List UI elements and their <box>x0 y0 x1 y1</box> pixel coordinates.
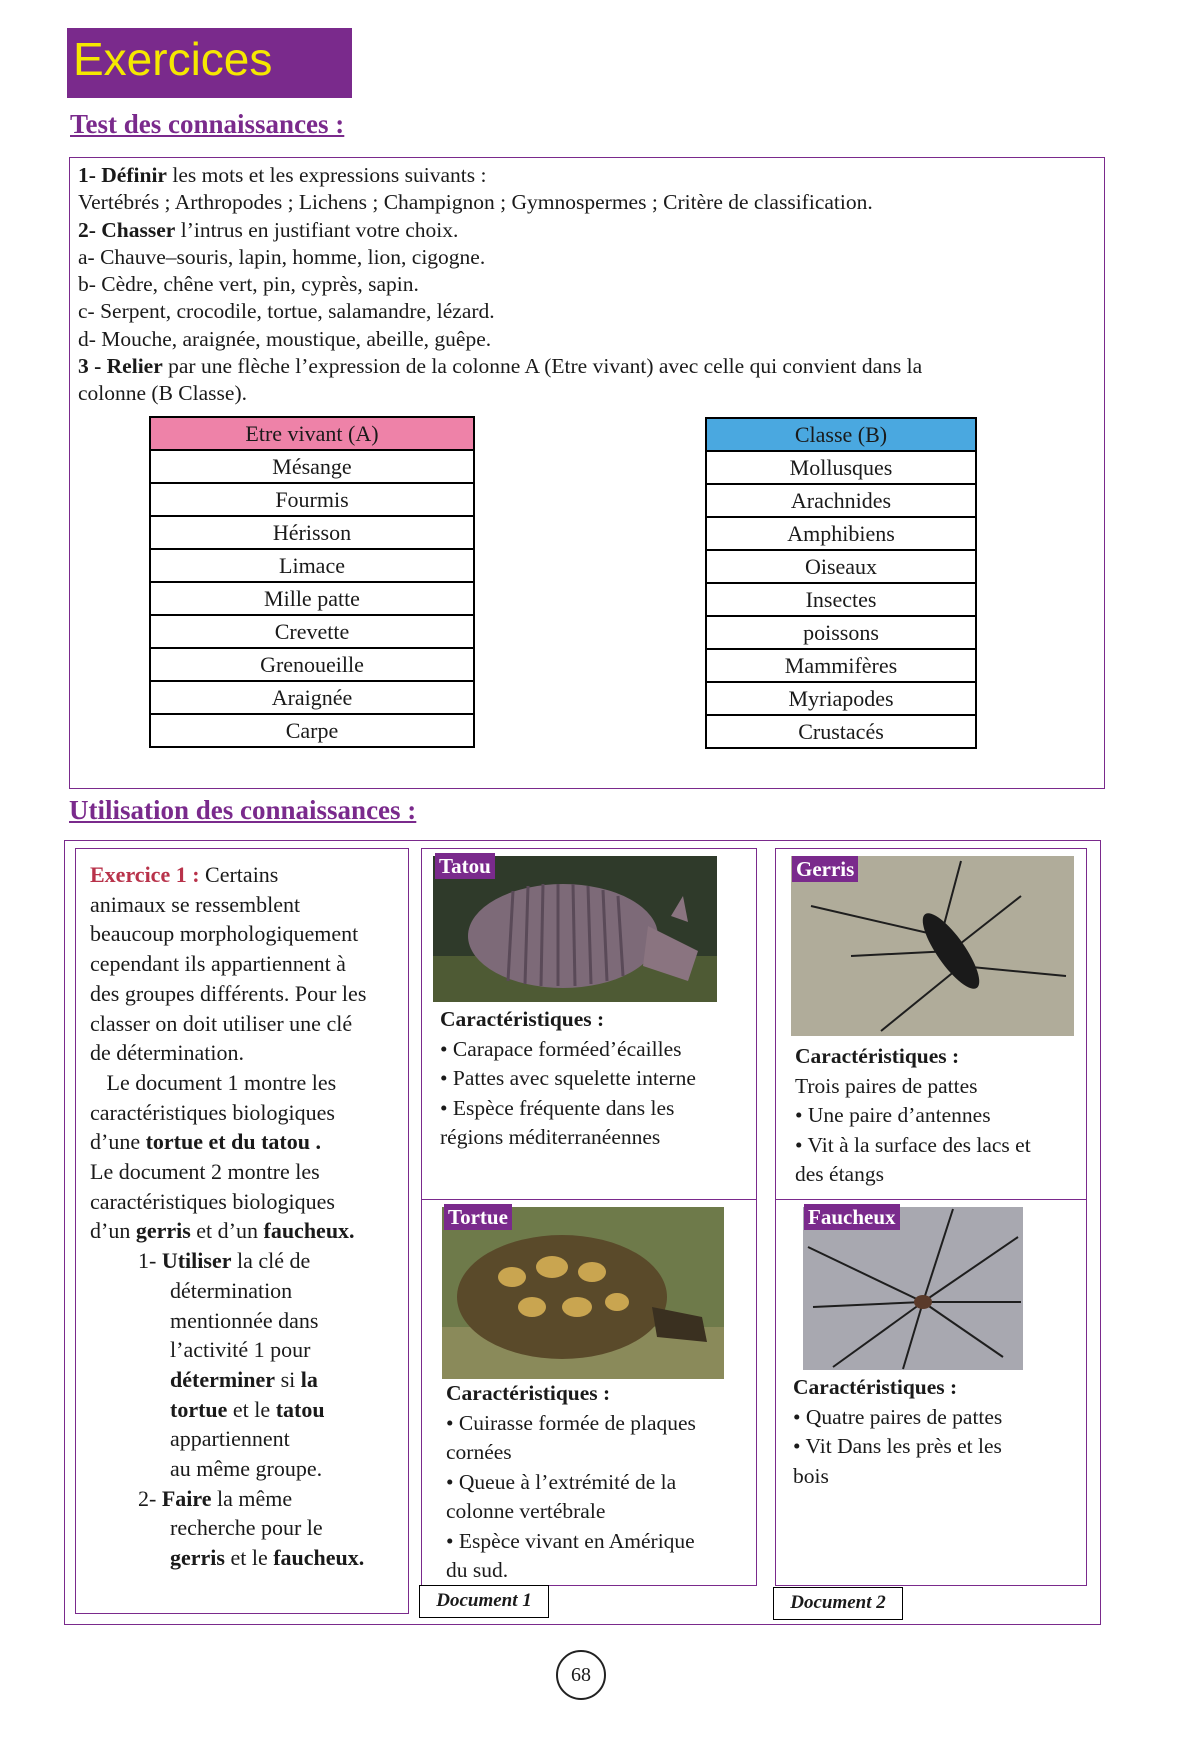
section-title-utilisation: Utilisation des connaissances : <box>69 795 417 825</box>
page-number: 68 <box>556 1650 606 1700</box>
table-a-row: Araignée <box>150 681 474 714</box>
table-a-row: Fourmis <box>150 483 474 516</box>
table-b-row: Crustacés <box>706 715 976 748</box>
question-line: a- Chauve–souris, lapin, homme, lion, cigogne. <box>78 244 486 269</box>
table-b-row: Myriapodes <box>706 682 976 715</box>
question-line: d- Mouche, araignée, moustique, abeille, guêpe. <box>78 326 492 351</box>
banner-title: Exercices <box>73 33 273 85</box>
question-line: 2- Chasser l’intrus en justifiant votre choix. <box>78 217 459 242</box>
table-b-row: Amphibiens <box>706 517 976 550</box>
gerris-photo <box>791 856 1074 1036</box>
table-a-row: Mésange <box>150 450 474 483</box>
document-2-label: Document 2 <box>773 1587 903 1620</box>
question-line: 1- Définir les mots et les expressions suivants : <box>78 163 487 187</box>
tortue-photo <box>442 1207 724 1379</box>
table-b-row: poissons <box>706 616 976 649</box>
faucheux-label: Faucheux <box>804 1204 900 1230</box>
water-strider-illustration <box>791 856 1074 1036</box>
question-line: c- Serpent, crocodile, tortue, salamandre, lézard. <box>78 299 495 324</box>
table-etre-vivant <box>149 416 475 748</box>
table-classe <box>705 417 977 749</box>
exercices-banner <box>67 28 352 98</box>
tortoise-illustration <box>442 1207 724 1379</box>
exercice-1-title: Exercice 1 : <box>90 862 200 887</box>
question-line: Vertébrés ; Arthropodes ; Lichens ; Champignon ; Gymnospermes ; Critère de classification. <box>78 190 873 215</box>
question-line: b- Cèdre, chêne vert, pin, cyprès, sapin. <box>78 272 419 297</box>
table-b-header: Classe (B) <box>706 418 976 451</box>
table-a-row: Carpe <box>150 714 474 747</box>
table-a-header: Etre vivant (A) <box>150 417 474 450</box>
table-b-row: Mammifères <box>706 649 976 682</box>
faucheux-caracteristiques: Caractéristiques : • Quatre paires de pattes • Vit Dans les près et les bois <box>793 1375 1003 1488</box>
questions-text <box>78 162 1078 408</box>
tatou-label: Tatou <box>435 853 495 879</box>
section-title-test: Test des connaissances : <box>70 109 345 139</box>
question-line: 3 - Relier par une flèche l’expression de la colonne A (Etre vivant) avec celle qui convient dans la <box>78 354 923 379</box>
table-a-row: Crevette <box>150 615 474 648</box>
tortue-label: Tortue <box>444 1204 512 1230</box>
harvestman-illustration <box>803 1207 1023 1370</box>
document-1-label: Document 1 <box>419 1585 549 1618</box>
table-a-row: Mille patte <box>150 582 474 615</box>
table-b-row: Mollusques <box>706 451 976 484</box>
faucheux-photo <box>803 1207 1023 1370</box>
table-b-row: Insectes <box>706 583 976 616</box>
question-line: colonne (B Classe). <box>78 381 247 406</box>
tortue-caracteristiques: Caractéristiques : • Cuirasse formée de plaques cornées • Queue à l’extrémité de la colonne vertébrale • Espèce vivant en Amérique du sud. <box>446 1381 696 1582</box>
gerris-label: Gerris <box>792 856 858 882</box>
table-a-row: Limace <box>150 549 474 582</box>
table-a-row: Hérisson <box>150 516 474 549</box>
table-a-row: Grenoueille <box>150 648 474 681</box>
tatou-caracteristiques: Caractéristiques : • Carapace forméed’écailles • Pattes avec squelette interne • Espèce fréquente dans les régions méditerranéennes <box>440 1007 696 1149</box>
table-b-row: Arachnides <box>706 484 976 517</box>
table-b-row: Oiseaux <box>706 550 976 583</box>
exercice-1-text: Exercice 1 : Certains animaux se ressemblent beaucoup morphologiquement cependant ils appartiennent à des groupes différents. Pour les classer on doit utiliser une clé de détermination. Le document 1 montre les caractéristiques biologiques d’une tortue et du tatou . Le document 2 montre les caractéristiques biologiques d’un gerris et d’un faucheux. 1- Utiliser la clé de détermination mentionnée dans l’activité 1 pour déterminer si la tortue et le tatou appartiennent au même groupe. 2- Faire la même recherche pour le gerris et le faucheux. <box>90 862 367 1571</box>
gerris-caracteristiques: Caractéristiques : Trois paires de pattes • Une paire d’antennes • Vit à la surface des lacs et des étangs <box>795 1044 1031 1186</box>
